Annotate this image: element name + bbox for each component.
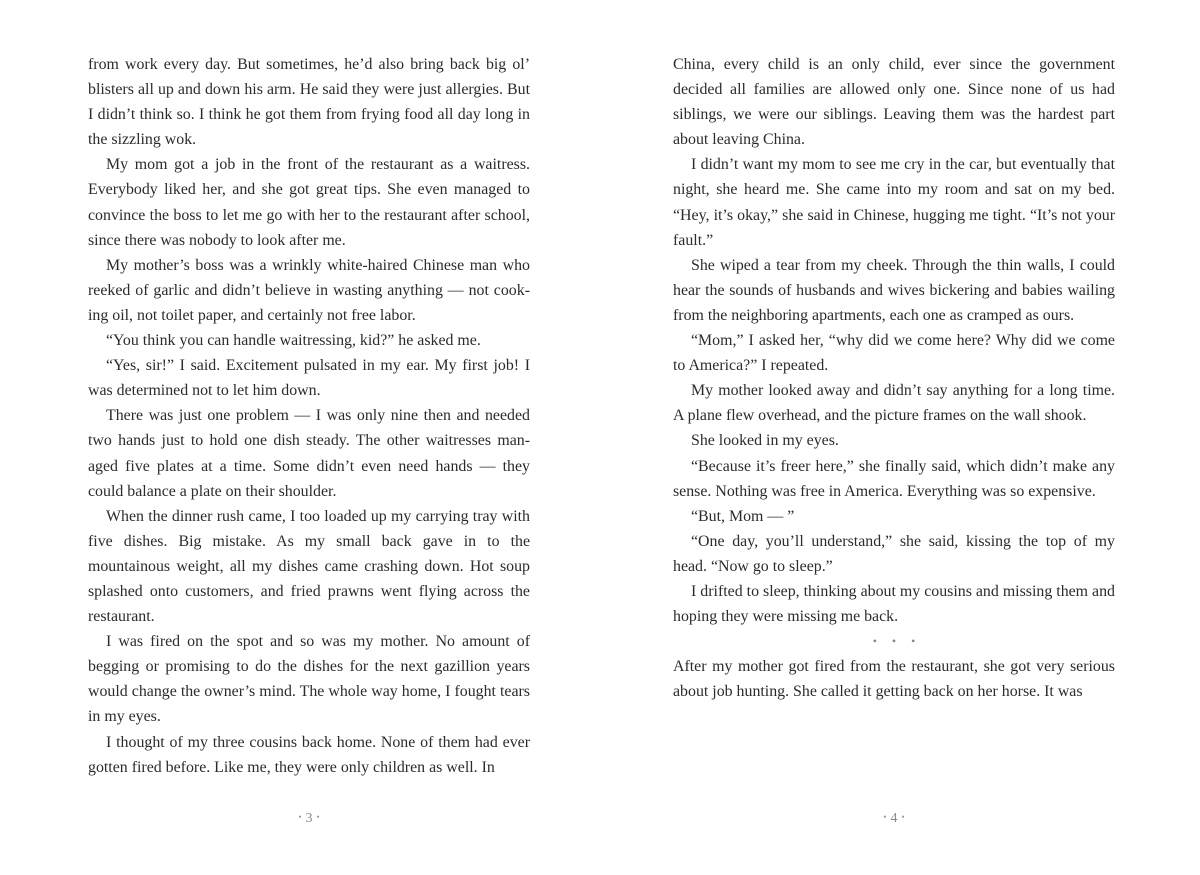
- paragraph: I drifted to sleep, thinking about my cousins and missing them and hoping they were missing me back.: [673, 582, 1115, 626]
- paragraph: She looked in my eyes.: [691, 432, 839, 450]
- ornament-dot: •: [883, 812, 887, 822]
- paragraph: “Because it’s freer here,” she finally said, which didn’t make any sense. Nothing was free in America. Everything was so expensive.: [673, 457, 1115, 500]
- paragraph: “You think you can handle waitressing, kid?” he asked me.: [106, 332, 481, 350]
- section-break: • • •: [872, 634, 922, 649]
- paragraph: There was just one problem — I was only nine then and needed two hands just to hold one dish steady. The other waitresses man-aged five plates at a time. Some didn’t even need hands — they could balance a plate on their shoulder.: [88, 407, 530, 500]
- paragraph: After my mother got fired from the restaurant, she got very serious about job hunting. She called it getting back on her horse. It was: [673, 658, 1115, 701]
- paragraph: My mom got a job in the front of the restaurant as a waitress. Everybody liked her, and she got great tips. She even managed to convince the boss to let me go with her to the restaurant after school, since there was nobody to look after me.: [88, 156, 530, 249]
- page-number-right: [673, 811, 1115, 827]
- ornament-dot: •: [316, 812, 320, 822]
- paragraph: My mother’s boss was a wrinkly white-haired Chinese man who reeked of garlic and didn’t believe in wasting anything — not cook-ing oil, not toilet paper, and certainly not free labor.: [88, 256, 530, 324]
- left-page: [88, 52, 530, 780]
- paragraph: I thought of my three cousins back home. None of them had ever gotten fired before. Like me, they were only children as well. In: [88, 733, 530, 776]
- paragraph: “But, Mom — ”: [691, 507, 795, 525]
- paragraph: My mother looked away and didn’t say anything for a long time. A plane flew overhead, and the picture frames on the wall shook.: [673, 382, 1115, 425]
- paragraph: “Yes, sir!” I said. Excitement pulsated in my ear. My first job! I was determined not to let him down.: [88, 357, 530, 400]
- ornament-dot: •: [298, 812, 302, 822]
- paragraph: “Mom,” I asked her, “why did we come here? Why did we come to America?” I repeated.: [673, 332, 1115, 375]
- paragraph: When the dinner rush came, I too loaded up my carrying tray with five dishes. Big mistake. As my small back gave in to the mountainous weight, all my dishes came crashing down. Hot soup splashed onto customers, and fried prawns went flying across the restaurant.: [88, 507, 530, 626]
- paragraph: I was fired on the spot and so was my mother. No amount of begging or promising to do the dishes for the next gazillion years would change the owner’s mind. The whole way home, I fought tears in my eyes.: [88, 633, 530, 726]
- paragraph: She wiped a tear from my cheek. Through the thin walls, I could hear the sounds of husbands and wives bickering and babies wailing from the neighboring apartments, each one as cramped as ours.: [673, 256, 1115, 324]
- ornament-dot: •: [901, 812, 905, 822]
- page-number-text: 3: [305, 811, 313, 826]
- paragraph: China, every child is an only child, ever since the government decided all families are allowed only one. Since none of us had siblings, we were our siblings. Leaving them was the hardest part about leaving China.: [673, 56, 1115, 149]
- right-page: [673, 52, 1115, 704]
- paragraph: from work every day. But sometimes, he’d also bring back big ol’ blisters all up and down his arm. He said they were just allergies. But I didn’t think so. I think he got them from frying food all day long in the sizzling wok.: [88, 56, 530, 149]
- page-number-left: [88, 811, 530, 827]
- paragraph: I didn’t want my mom to see me cry in the car, but eventually that night, she heard me. She came into my room and sat on my bed. “Hey, it’s okay,” she said in Chinese, hugging me tight. “It’s not your fault.”: [673, 156, 1115, 249]
- page-number-text: 4: [890, 811, 898, 826]
- paragraph: “One day, you’ll understand,” she said, kissing the top of my head. “Now go to sleep.”: [673, 532, 1115, 575]
